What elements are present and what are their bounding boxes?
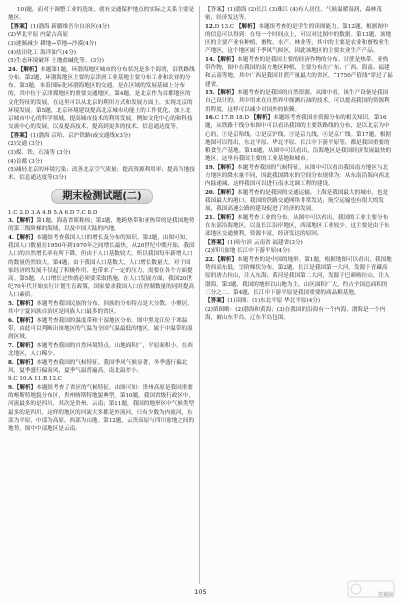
paragraph-text: (5)生态环境破坏 土地盐碱化等。(3分) bbox=[8, 58, 104, 65]
left-after-paragraph bbox=[8, 384, 196, 433]
paragraph-text: 本题考查我国的温度带和干湿地区分布。图中黑龙江位于寒温带，由此可以判断出该地区的气温为全国气温最低的地区，属于中温带的湿润区域。 bbox=[8, 317, 193, 341]
watermark-text: 答案圈 bbox=[377, 592, 393, 598]
question-number: 15. bbox=[205, 90, 215, 97]
tag-label: 【解析】 bbox=[13, 384, 37, 391]
left-paragraph bbox=[8, 140, 196, 148]
paragraph-text: (3)煤、铁、石油等 (3分) bbox=[8, 149, 71, 156]
paragraph-text: (2)四川盆地 长江中下游平原(4分) bbox=[205, 248, 290, 255]
tag-label: 【答案】 bbox=[8, 23, 31, 30]
paragraph-text: (2)填图略：(2)渤海和黄海；(3)在我国的沿海有一个内海，渤海是一个内海，被山东半岛、辽东半岛包围。 bbox=[205, 307, 386, 322]
question-number: 7. bbox=[8, 342, 14, 349]
question-number: 19. bbox=[205, 164, 215, 171]
tag-label: 【解析】 bbox=[235, 23, 259, 30]
left-after-paragraph bbox=[8, 359, 196, 375]
tag-label: 【答案】 bbox=[8, 132, 31, 139]
section-title bbox=[8, 189, 196, 204]
left-paragraph bbox=[8, 40, 196, 48]
tag-label: 【解析】 bbox=[214, 90, 238, 97]
left-after-paragraph bbox=[8, 300, 196, 316]
left-paragraph bbox=[8, 158, 196, 166]
column-divider bbox=[199, 6, 200, 584]
tag-label: 【解析】 bbox=[13, 359, 37, 366]
left-after-paragraph bbox=[8, 317, 196, 342]
left-paragraph bbox=[8, 149, 196, 157]
left-column bbox=[8, 6, 196, 434]
paragraph-text: (4)首都 (3分) bbox=[8, 158, 43, 165]
paragraph-text: 本题组考查了省区的气候特征，由图可知：贵州高原是我国重要的喀斯特地貌分布区，贵州喀斯特地貌典型。第10题，我国省级行政区中，河流最多的是四川，其次是贵州、云南；第11题，我国的地形区中气候类型最多的是四川，这样的地区的河流大多都是外流河，只有少数为内流河，东部为平原，中部为高原，西部为山地。第12题，云贵高原与四川盆地之间的地势，图中中部地区是云南。 bbox=[8, 384, 195, 432]
right-column bbox=[205, 6, 393, 323]
question-number: 20. bbox=[205, 189, 215, 196]
tag-label: 【解析】 bbox=[13, 218, 37, 225]
left-after-paragraph bbox=[8, 375, 196, 383]
question-number: 5. bbox=[8, 300, 14, 307]
question-number: 4. bbox=[8, 234, 14, 241]
paragraph-text: 本题考查的是中国的地形。第1题，根据地图可以看出，我国地势西高东低，呈阶梯状分布。第2题，长江是我国第一大河，发源于青藏高原的唐古拉山，注入东海；黄河是我国第二大河，发源于巴颜喀拉山，注入渤海。第3题，我国的地形以山地为主，山区面积广大，约占全国总面积的三分之二。第4题，长江中下游平原是我国重要的商品粮基地。 bbox=[205, 257, 392, 296]
paragraph-text: 本题考查的是我国的交通运输。上海是我国最大的城市，也是我国最大的港口，我国的铁路交通网络非常发达，航空运输也有很大的发展，我国高速公路的建设促进了经济的发展。 bbox=[205, 189, 389, 213]
right-paragraph bbox=[205, 247, 393, 255]
paragraph-text: 本题考查我国民族的分布。回族的分布特点是大分散、小聚居，其中宁夏回族自治区是回族人口最多的省区。 bbox=[8, 300, 193, 316]
left-paragraph bbox=[8, 66, 196, 132]
paragraph-text: (1)渤海 新疆维吾尔自治区(4分) bbox=[30, 23, 110, 30]
paragraph-text: (1)读图：(1)东北平原 华北平原(4分) bbox=[227, 298, 321, 305]
paragraph-text: (1)哈尔滨 云南省 福建省(3分) bbox=[227, 239, 303, 246]
question-number: 24. bbox=[8, 66, 18, 73]
left-paragraph bbox=[8, 57, 196, 65]
tag-label: 【解析】 bbox=[13, 317, 37, 324]
paragraph-text: (1)渤海 京哈、京沪铁路(或交通线)(3分) bbox=[30, 132, 131, 139]
left-paragraph bbox=[8, 166, 196, 182]
question-number: 6. bbox=[8, 317, 14, 324]
paragraph-text: 1.C 2.D 3.A 4.B 5.A 6.D 7.C 8.D bbox=[8, 209, 98, 216]
paragraph-text: 本题组考查我国人口的增长及分布的知识。第3题，由图可知，我国人口数量在1950年到1970年之间增长最快，从20世纪中期开始，我国人口的自然增长率有所下降，但由于人口基数较大，所以我国每年新增人口的数量仍然较大。第4题，由于我国人口基数大，人口增长数量大，对于国家经济的发展不仅起了积极作用，也带来了一定的压力，需要在各个方面提高。第5题，人口增长过快就必须要采取措施，在人口发展方面，我国20世纪70年代开始实行计划生育政策，国家要求我国人口在控制数量的同时提高人口素质。 bbox=[8, 234, 195, 299]
paragraph-text: 第1题，海南省简称琼；第2题，地跨热带和亚热带的是我国地势的第三级阶梯的海域，以及中国大陆的内地。 bbox=[8, 218, 195, 233]
question-number: 16. bbox=[205, 115, 215, 122]
tag-label: 【解析】 bbox=[13, 300, 37, 307]
tag-label: 【答案】 bbox=[205, 298, 228, 305]
left-paragraph bbox=[8, 49, 196, 57]
question-number: 3. bbox=[8, 218, 14, 225]
right-paragraph bbox=[205, 56, 393, 89]
left-paragraph bbox=[8, 31, 196, 39]
right-paragraph bbox=[205, 6, 393, 22]
question-number: 22. bbox=[205, 257, 215, 263]
paragraph-text: 10)题，而对于调整工业的选址，就有交通保护地点的实际之关系主要是地区。 bbox=[8, 7, 195, 22]
right-paragraph bbox=[205, 89, 393, 114]
left-after-paragraph bbox=[8, 234, 196, 300]
question-number: 8. bbox=[8, 359, 14, 366]
paragraph-text: 本题第1题，环渤海地区城市的分布状况是多个海湾，沿铁路线分布。第2题，环渤海地区主要的京津唐工业基地主要分布工业和农业的分布。第3题，本着国际化环渤海地区的交通，是在区域的发展基础上分布的，其中位于京津冀地区的重要交通地区。第4题，是北京作为首都地区的文化特征的发展，在这里可以从北京的利用方式和发展方面上，实现北京的环境发展。第5题，北京环境建设提高北京城市功能上的工作优化，加上北京城市中心的科学领域，提高城市技术的利用发展，例如文化中心的和科技交流中心的发展，以及提高技术，提高到更多的技术、信息通达度等。 bbox=[8, 66, 195, 131]
paragraph-text: (4)盐田化工 海洋油气(4分) bbox=[8, 49, 76, 56]
right-paragraph bbox=[205, 189, 393, 214]
right-paragraph bbox=[205, 164, 393, 189]
tag-label: 【解析】 bbox=[250, 115, 274, 122]
question-number: 21. bbox=[205, 214, 215, 221]
paragraph-text: 9.C 10.A 11.B 12.C bbox=[8, 376, 63, 383]
paragraph-text: 本题组考查的是学生的读图能力。第12题，根据图中的信息可以得到：在每一个时间点上，可以对比图中的数据。第13题，该地区的主要产业有种植、畜牧、水产、林业等，其中的主要是农业和畜牧业生产地区，这个地区属于季风气候区，因此该地区的主要农业生产产品。 bbox=[205, 23, 392, 55]
right-paragraph bbox=[205, 297, 393, 305]
tag-label: 【解析】 bbox=[214, 164, 238, 171]
tag-label: 【解析】 bbox=[13, 234, 37, 241]
answer-choices: D 13.C bbox=[214, 23, 236, 30]
answer-choices: C 17.B 18.D bbox=[214, 115, 251, 122]
left-paragraph bbox=[8, 132, 196, 140]
right-paragraph bbox=[205, 239, 393, 247]
page-number: 105 bbox=[194, 588, 207, 596]
right-paragraph bbox=[205, 23, 393, 56]
left-after-paragraph bbox=[8, 217, 196, 233]
tag-label: 【解析】 bbox=[13, 342, 37, 349]
paragraph-text: 本题考查我国的气候特征。从图中可以看出我国南方地区与北方地区的降水量不同，因此我国降水的空间分布规律为：从东南沿海向西北内陆递减，这样我国可以进行南水北调工程的建设。 bbox=[205, 164, 390, 188]
paragraph-text: 本题考查工业的分布。从图中可以看出，我国的工业主要分布在东部沿海地区，以及长江沿岸地区，西部地区工业较少。这主要是由于东部地区交通便利，资源丰富，经济发达的原因。 bbox=[205, 214, 390, 238]
paragraph-text: (3)逐渐减少 耕地→草地→沙漠(4分) bbox=[8, 40, 97, 47]
question-number: 14. bbox=[205, 57, 215, 63]
tag-label: 【解析】 bbox=[214, 214, 238, 221]
paragraph-text: (2)华北平原 内蒙古高原 bbox=[8, 32, 69, 39]
tag-label: 【解析】 bbox=[214, 57, 238, 63]
section-title-label: 期末检测试题(二) bbox=[51, 189, 152, 204]
question-number: 9. bbox=[8, 384, 14, 391]
left-paragraph bbox=[8, 6, 196, 22]
left-after-paragraph bbox=[8, 209, 196, 217]
paragraph-text: 本题考查的是我国的自然资源。从图中看，该生产设备是我国自己设计的，其中用来在自然界中探测石油的技术，可以提高我国的资源利用程度，这样可以减少对国外的依赖。 bbox=[205, 90, 390, 113]
paragraph-text: (2)交通 (3分) bbox=[8, 141, 43, 148]
paragraph-text: 本题考查我国的自然环境特点。山地面积广，平原面积小，在西北地区，人口稀少。 bbox=[8, 342, 193, 357]
tag-label: 【解析】 bbox=[17, 66, 41, 73]
paragraph-text: 本题考查的是我国主要的经济作物的分布。甘蔗是热带、亚热带作物，图中在我国的南方地区种植，主要分布在广东、广西、海南、福建和云南等地，其中广西是我国甘蔗产量最大的省区，“1750产值线”穿过了福建省。 bbox=[205, 57, 393, 88]
tag-label: 【答案】 bbox=[205, 239, 228, 246]
left-paragraph bbox=[8, 23, 196, 31]
right-paragraph bbox=[205, 114, 393, 163]
left-after-paragraph bbox=[8, 342, 196, 358]
paragraph-text: 本题考查我国的气候特征。我国季风气候显著，冬季盛行偏北风，夏季盛行偏南风，夏季气温普遍高，南北温差小。 bbox=[8, 359, 188, 374]
paragraph-text: (5)减轻北京的环境污染；改善北京空气质量；提高资源利用率；提高当地技术、信息通达度等(3分) bbox=[8, 167, 195, 182]
paragraph-text: 【答案】(1)渤海 (2)长江 (3)珠江 (4)有人居住，气候温暖湿润，森林茂密，经济发达等。 bbox=[205, 7, 382, 22]
question-number: 12. bbox=[205, 23, 215, 30]
tag-label: 【解析】 bbox=[214, 189, 238, 196]
right-paragraph bbox=[205, 306, 393, 322]
tag-label: 【解析】 bbox=[214, 257, 238, 263]
right-paragraph bbox=[205, 256, 393, 297]
right-paragraph bbox=[205, 214, 393, 239]
paragraph-text: 本题组考查我国水资源分布的相关知识。第16题，从铁路干线分布图中可以看出我国的主要铁路线的分布，是以北京为中心的，①是京哈线，②是京沪线，③是京九线，④是京广线。第17题，根据地图可以得出，东北平原、华北平原、长江中下游平原等，都是我国重要的粮食生产基地。第18题，从图中可以看出，沿海地区是我国经济发展最快的地区，这里有我国主要的工业基地和城市。 bbox=[205, 115, 392, 163]
